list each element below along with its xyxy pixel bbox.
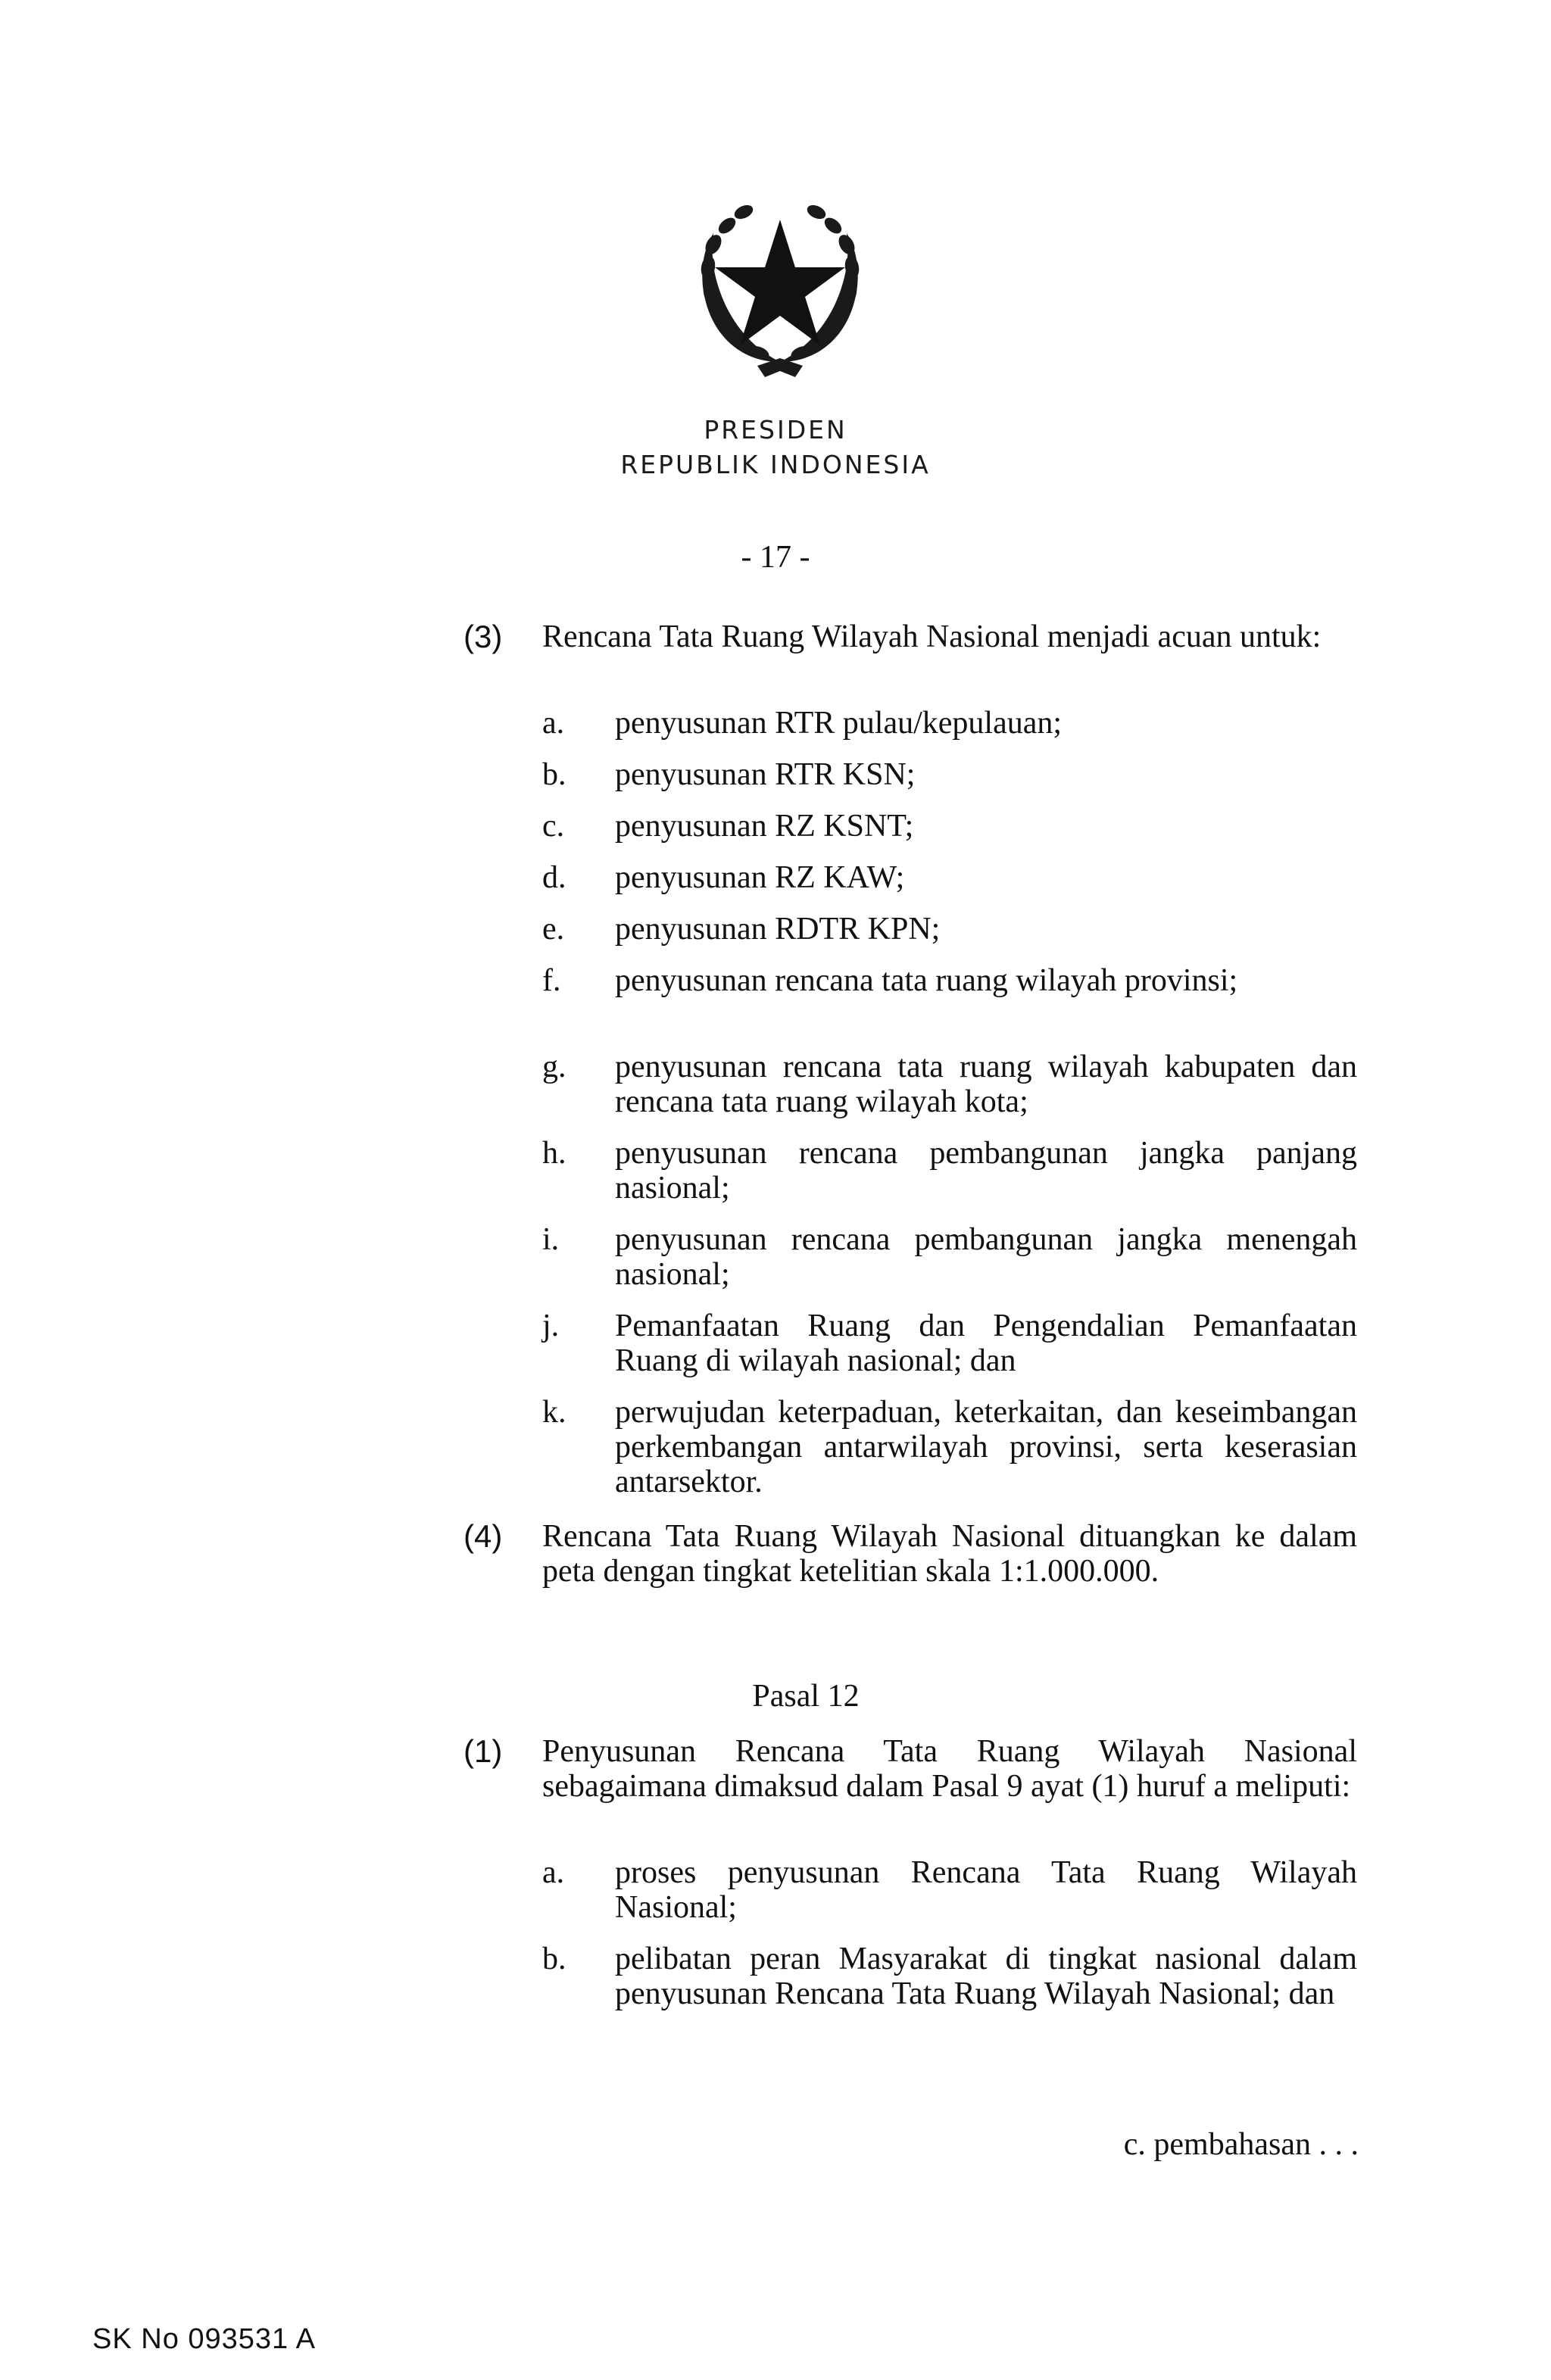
- list-item: penyusunan RZ KSNT;: [615, 809, 914, 844]
- list-item: penyusunan RTR KSN;: [615, 757, 916, 792]
- list-item: penyusunan RTR pulau/kepulauan;: [615, 706, 1063, 741]
- section-number: (4): [463, 1518, 503, 1554]
- section-text: Penyusunan Rencana Tata Ruang Wilayah Nasional sebagaimana dimaksud dalam Pasal 9 ayat (1) huruf a meliputi:: [542, 1734, 1357, 1804]
- catchword-next-page: c. pembahasan . . .: [1123, 2127, 1359, 2162]
- list-item-letter: b.: [542, 1942, 566, 1976]
- list-item: penyusunan rencana pembangunan jangka menengah nasional;: [615, 1222, 1357, 1292]
- list-item-letter: g.: [542, 1050, 566, 1084]
- section-text: Rencana Tata Ruang Wilayah Nasional menjadi acuan untuk:: [542, 619, 1322, 654]
- header-republik-indonesia: REPUBLIK INDONESIA: [620, 450, 931, 479]
- list-item-letter: b.: [542, 757, 566, 792]
- list-item-letter: i.: [542, 1222, 560, 1257]
- list-item: penyusunan rencana tata ruang wilayah kabupaten dan rencana tata ruang wilayah kota;: [615, 1050, 1357, 1119]
- list-item: pelibatan peran Masyarakat di tingkat nasional dalam penyusunan Rencana Tata Ruang Wilayah Nasional; dan: [615, 1942, 1357, 2011]
- document-serial-code: SK No 093531 A: [92, 2323, 316, 2355]
- page-number: - 17 -: [741, 540, 810, 575]
- list-item: penyusunan RDTR KPN;: [615, 912, 941, 947]
- section-text: Rencana Tata Ruang Wilayah Nasional dituangkan ke dalam peta dengan tingkat ketelitian skala 1:1.000.000.: [542, 1519, 1357, 1589]
- list-item-letter: h.: [542, 1136, 566, 1171]
- list-item-letter: c.: [542, 809, 565, 844]
- list-item-letter: d.: [542, 860, 566, 895]
- section-number: (3): [463, 619, 503, 654]
- list-item-letter: j.: [542, 1309, 560, 1343]
- list-item: penyusunan rencana tata ruang wilayah provinsi;: [615, 963, 1238, 998]
- presidential-emblem-icon: [666, 173, 894, 392]
- list-item: Pemanfaatan Ruang dan Pengendalian Pemanfaatan Ruang di wilayah nasional; dan: [615, 1309, 1357, 1378]
- list-item-letter: f.: [542, 963, 561, 998]
- list-item-letter: a.: [542, 706, 565, 741]
- section-number: (1): [463, 1733, 503, 1769]
- list-item: penyusunan rencana pembangunan jangka panjang nasional;: [615, 1136, 1357, 1206]
- list-item-letter: k.: [542, 1395, 566, 1430]
- list-item: proses penyusunan Rencana Tata Ruang Wilayah Nasional;: [615, 1855, 1357, 1925]
- list-item: penyusunan RZ KAW;: [615, 860, 905, 895]
- list-item-letter: a.: [542, 1855, 565, 1890]
- list-item-letter: e.: [542, 912, 565, 947]
- list-item: perwujudan keterpaduan, keterkaitan, dan keseimbangan perkembangan antarwilayah provinsi, serta keserasian antarsektor.: [615, 1395, 1357, 1499]
- pasal-title: Pasal 12: [752, 1679, 860, 1714]
- header-presiden: PRESIDEN: [704, 415, 847, 444]
